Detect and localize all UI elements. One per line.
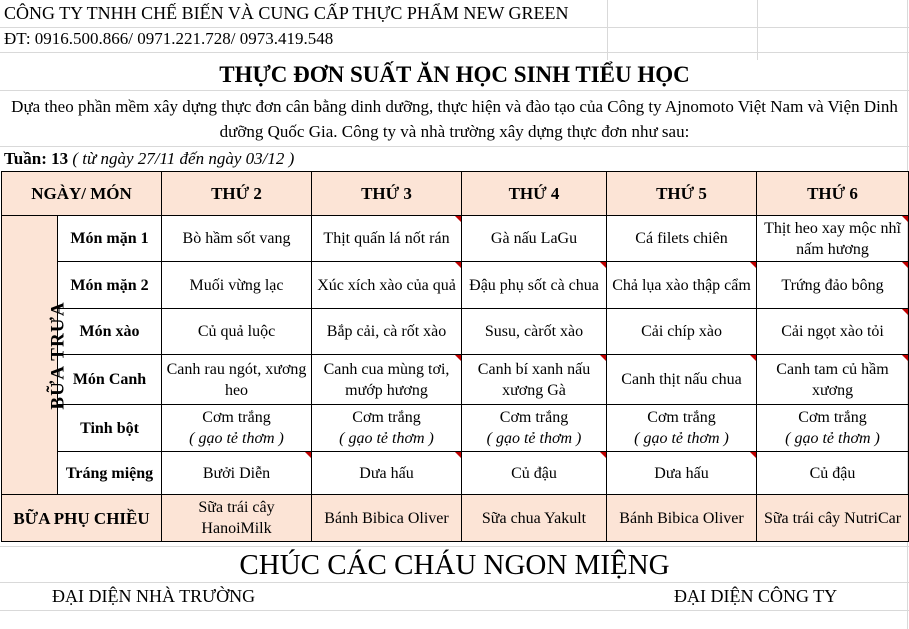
day-header: THỨ 5 [607,172,757,216]
comment-marker-icon[interactable] [902,355,908,361]
week-range: ( từ ngày 27/11 đến ngày 03/12 ) [72,149,295,168]
dish-note: ( gạo tẻ thơm ) [634,430,729,447]
menu-cell[interactable] [162,452,312,495]
comment-marker-icon[interactable] [455,216,461,222]
dish-name: Muối vừng lạc [189,276,284,294]
dish-name: Canh cua mùng tơi, mướp hương [323,360,450,399]
dish-name: Chả lụa xào thập cẩm [612,276,751,294]
dish-note: ( gạo tẻ thơm ) [486,430,582,447]
menu-cell[interactable] [312,452,462,495]
dish-name: Thịt quấn lá nốt rán [323,230,450,247]
dish-name: Củ đậu [511,464,557,482]
dish-name: Đậu phụ sốt cà chua [469,276,599,294]
snack-cell[interactable] [757,495,909,542]
table-row [2,355,909,405]
menu-cell[interactable] [462,355,607,405]
table-row [2,262,909,309]
menu-cell[interactable] [312,309,462,355]
dish-name: Gà nấu LaGu [490,230,578,247]
snack-cell[interactable] [312,495,462,542]
snack-cell[interactable] [162,495,312,542]
menu-cell[interactable] [462,262,607,309]
snack-name: Sữa trái cây HanoiMilk [198,499,275,537]
snack-name: Sữa chua Yakult [481,509,587,527]
menu-cell[interactable] [757,262,909,309]
dish-note: ( gạo tẻ thơm ) [189,430,284,447]
corner-header: NGÀY/ MÓN [2,172,162,216]
menu-cell[interactable] [162,262,312,309]
dish-name: Cá filets chiên [635,230,728,247]
dish-name: Củ quả luộc [197,323,276,340]
dish-name: Dưa hấu [654,464,709,482]
dish-name: Cơm trắng [499,409,569,426]
day-header: THỨ 2 [162,172,312,216]
header-row [2,172,909,216]
menu-title: THỰC ĐƠN SUẤT ĂN HỌC SINH TIỂU HỌC [219,62,690,87]
menu-cell[interactable] [162,309,312,355]
day-header: THỨ 4 [462,172,607,216]
menu-cell[interactable] [462,405,607,452]
comment-marker-icon[interactable] [600,262,606,268]
dish-name: Canh tam củ hầm xương [776,360,889,399]
school-signature: ĐẠI DIỆN NHÀ TRƯỜNG [52,586,256,606]
company-name: CÔNG TY TNHH CHẾ BIẾN VÀ CUNG CẤP THỰC PHẨM NEW GREEN [4,3,569,23]
dish-name: Canh thịt nấu chua [621,371,742,388]
intro-text: Dựa theo phần mềm xây dựng thực đơn cân bằng dinh dưỡng, thực hiện và đào tạo của Công ty Ajnomoto Việt Nam và Viện Dinh dưỡng Quốc Gia. Công ty và nhà trường xây dựng thực đơn như sau: [11,97,898,141]
menu-cell[interactable] [607,262,757,309]
menu-cell[interactable] [757,452,909,495]
comment-marker-icon[interactable] [750,262,756,268]
dish-name: Canh bí xanh nấu xương Gà [477,360,591,399]
menu-cell[interactable] [757,216,909,262]
comment-marker-icon[interactable] [600,452,606,458]
menu-cell[interactable] [162,405,312,452]
dish-name: Susu, càrốt xào [484,323,584,340]
menu-cell[interactable] [312,355,462,405]
week-label: Tuần: 13 [4,149,69,168]
menu-cell[interactable] [312,262,462,309]
table-row [2,309,909,355]
row-label: Tinh bột [58,405,162,452]
dish-name: Canh rau ngót, xương heo [166,360,307,399]
dish-name: Trứng đảo bông [781,276,884,294]
comment-marker-icon[interactable] [455,262,461,268]
dish-note: ( gạo tẻ thơm ) [339,430,434,447]
row-label: Món Canh [58,355,162,405]
dish-name: Cơm trắng [352,409,421,426]
menu-cell[interactable] [607,309,757,355]
row-label: Tráng miệng [58,452,162,495]
snack-cell[interactable] [462,495,607,542]
menu-cell[interactable] [462,309,607,355]
table-row [2,405,909,452]
snack-cell[interactable] [607,495,757,542]
comment-marker-icon[interactable] [902,262,908,268]
row-label: Món xào [58,309,162,355]
menu-cell[interactable] [607,355,757,405]
menu-table [1,171,909,542]
row-label: Món mặn 2 [58,262,162,309]
week-line [4,149,294,169]
comment-marker-icon[interactable] [750,452,756,458]
afternoon-row [2,495,909,542]
comment-marker-icon[interactable] [600,355,606,361]
menu-cell[interactable] [162,216,312,262]
comment-marker-icon[interactable] [455,355,461,361]
lunch-label-text: BỮA TRƯA [47,300,69,410]
table-row [2,452,909,495]
closing-wish: CHÚC CÁC CHÁU NGON MIỆNG [239,549,670,581]
menu-cell[interactable] [312,216,462,262]
row-label: Món mặn 1 [58,216,162,262]
menu-cell[interactable] [757,355,909,405]
menu-cell[interactable] [607,216,757,262]
table-row [2,216,909,262]
menu-cell[interactable] [462,452,607,495]
menu-cell[interactable] [312,405,462,452]
day-header: THỨ 3 [312,172,462,216]
menu-cell[interactable] [757,309,909,355]
comment-marker-icon[interactable] [305,452,311,458]
comment-marker-icon[interactable] [750,355,756,361]
dish-name: Cải chíp xào [641,323,722,340]
menu-cell[interactable] [607,452,757,495]
comment-marker-icon[interactable] [455,452,461,458]
menu-cell[interactable] [757,405,909,452]
comment-marker-icon[interactable] [902,309,908,315]
dish-name: Củ đậu [809,464,856,482]
dish-name: Bò hầm sốt vang [182,230,291,247]
dish-name: Cơm trắng [798,409,867,426]
snack-name: Sữa trái cây NutriCar [763,509,902,527]
snack-name: Bánh Bibica Oliver [619,509,744,527]
dish-name: Xúc xích xào của quả [317,276,456,294]
dish-note: ( gạo tẻ thơm ) [785,430,880,447]
company-phone: ĐT: 0916.500.866/ 0971.221.728/ 0973.419.548 [4,29,334,48]
dish-name: Bắp cải, cà rốt xào [326,323,447,340]
dish-name: Thịt heo xay mộc nhĩ nấm hương [764,219,901,258]
afternoon-label: BỮA PHỤ CHIỀU [2,495,162,542]
menu-cell[interactable] [462,216,607,262]
menu-cell[interactable] [607,405,757,452]
dish-name: Cơm trắng [202,409,271,426]
company-signature: ĐẠI DIỆN CÔNG TY [674,586,838,606]
dish-name: Cơm trắng [647,409,716,426]
comment-marker-icon[interactable] [902,216,908,222]
menu-cell[interactable] [162,355,312,405]
dish-name: Dưa hấu [359,464,414,482]
dish-name: Bưởi Diễn [202,464,271,482]
day-header: THỨ 6 [757,172,909,216]
lunch-label [2,216,69,495]
dish-name: Cải ngọt xào tỏi [781,323,884,340]
snack-name: Bánh Bibica Oliver [324,509,449,527]
